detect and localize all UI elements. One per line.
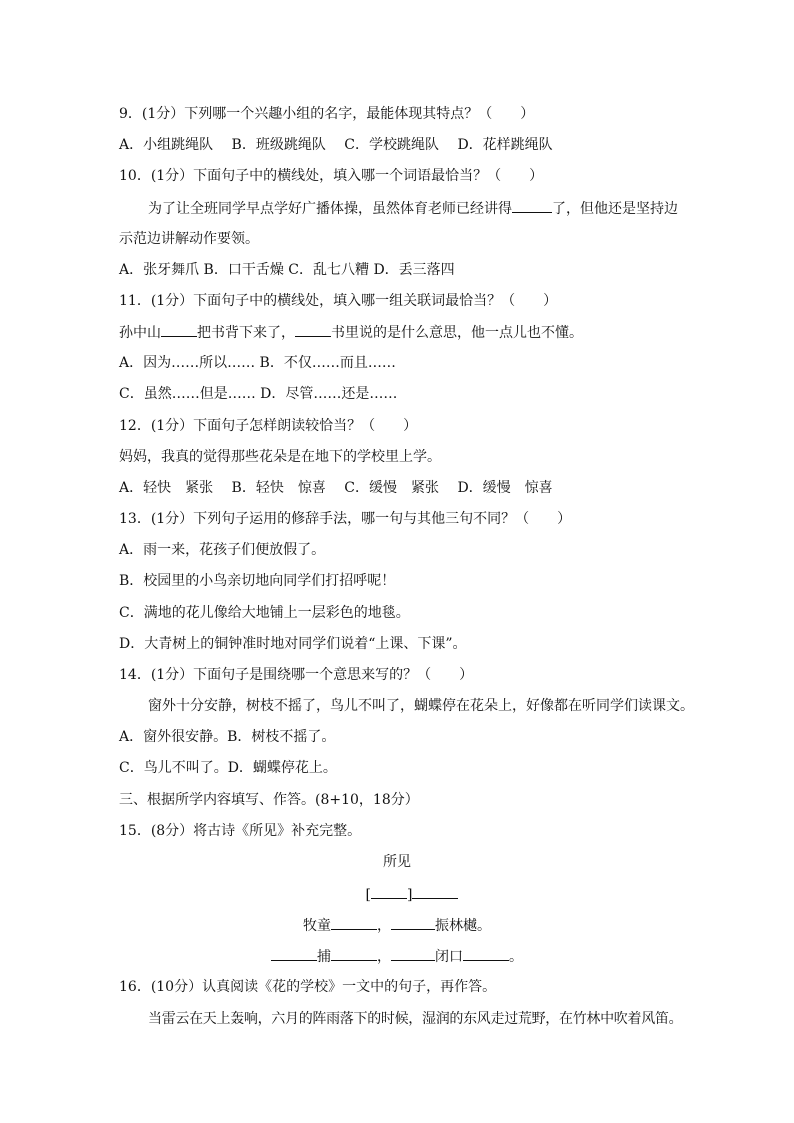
poem-line-2-blank-2: [331, 946, 377, 961]
q10-sentence-cont: 示范边讲解动作要领。: [119, 231, 259, 247]
q14-stem: 14．(1分）下面句子是围绕哪一个意思来写的？（ ）: [119, 667, 474, 683]
q11-stem: 11．(1分）下面句子中的横线处，填入哪一组关联词最恰当？（ ）: [119, 293, 558, 309]
q11-sentence-text-c: 书里说的是什么意思，他一点儿也不懂。: [331, 325, 583, 341]
author-bracket-close: ]: [407, 887, 413, 903]
poem-line-2-text-b: 闭口: [435, 949, 463, 965]
q10-sentence: [148, 198, 690, 219]
q10-sentence-text-a: 为了让全班同学早点学好广播体操，虽然体育老师已经讲得: [148, 201, 512, 217]
q10-options: A．张牙舞爪 B．口干舌燥 C．乱七八糟 D．丢三落四: [119, 262, 455, 278]
poem-line-2-blank-1: [271, 946, 317, 961]
q13-option-b: B．校园里的小鸟亲切地向同学们打招呼呢！: [119, 573, 396, 589]
poem-line-2-comma: ，: [377, 949, 391, 965]
poem-line-1-text-a: 牧童: [303, 918, 331, 934]
poem-author-blank: [412, 884, 458, 899]
q10-blank: [512, 198, 552, 213]
q11-blank-1: [161, 322, 197, 337]
poem-line-2: [0, 946, 794, 967]
q14-options-1: A．窗外很安静。B．树枝不摇了。: [119, 729, 336, 745]
q11-sentence-text-a: 孙中山: [119, 325, 161, 341]
q16-stem: 16．(10分）认真阅读《花的学校》一文中的句子，再作答。: [119, 979, 497, 995]
poem-author-line: [0, 884, 794, 905]
poem-line-1-comma: ，: [377, 918, 391, 934]
poem-line-2-text-a: 捕: [317, 949, 331, 965]
poem-dynasty-blank: [371, 884, 407, 899]
q14-options-2: C．鸟儿不叫了。D．蝴蝶停花上。: [119, 760, 337, 776]
q11-options-2: C．虽然……但是…… D．尽管……还是……: [119, 386, 398, 402]
q13-option-d: D．大青树上的铜钟准时地对同学们说着“上课、下课”。: [119, 636, 467, 652]
poem-line-2-blank-3: [391, 946, 435, 961]
poem-line-1-blank-1: [331, 915, 377, 930]
q12-sentence: 妈妈，我真的觉得那些花朵是在地下的学校里上学。: [119, 449, 441, 465]
q13-stem: 13．(1分）下列句子运用的修辞手法，哪一句与其他三句不同？（ ）: [119, 511, 572, 527]
poem-line-1: [0, 915, 794, 936]
poem-line-2-period: 。: [509, 949, 523, 965]
q14-sentence: 窗外十分安静，树枝不摇了，鸟儿不叫了，蝴蝶停在花朵上，好像都在听同学们读课文。: [148, 698, 694, 714]
q11-options-1: A．因为……所以…… B．不仅……而且……: [119, 355, 396, 371]
q10-stem: 10．(1分）下面句子中的横线处，填入哪一个词语最恰当？（ ）: [119, 168, 544, 184]
q9-options: A．小组跳绳队 B．班级跳绳队 C．学校跳绳队 D．花样跳绳队: [119, 137, 553, 153]
q10-sentence-text-b: 了，但他还是坚持边: [552, 201, 678, 217]
poem-line-2-blank-4: [463, 946, 509, 961]
q15-stem: 15．(8分）将古诗《所见》补充完整。: [119, 823, 362, 839]
q11-sentence-text-b: 把书背下来了，: [197, 325, 295, 341]
q11-sentence: [119, 322, 690, 343]
poem-line-1-text-b: 振林樾。: [435, 918, 491, 934]
q12-options: A．轻快 紧张 B．轻快 惊喜 C．缓慢 紧张 D．缓慢 惊喜: [119, 480, 553, 496]
poem-title: 所见: [383, 854, 411, 870]
author-bracket-open: [: [365, 887, 371, 903]
poem-line-1-blank-2: [391, 915, 435, 930]
q11-blank-2: [295, 322, 331, 337]
q16-sentence: 当雷云在天上轰响，六月的阵雨落下的时候，湿润的东风走过荒野，在竹林中吹着风笛。: [148, 1011, 683, 1027]
q13-option-c: C．满地的花儿像给大地铺上一层彩色的地毯。: [119, 605, 410, 621]
q13-option-a: A．雨一来，花孩子们便放假了。: [119, 542, 326, 558]
q12-stem: 12．(1分）下面句子怎样朗读较恰当？（ ）: [119, 418, 418, 434]
q9-stem: 9．(1分）下列哪一个兴趣小组的名字，最能体现其特点？（ ）: [119, 106, 535, 122]
section-3-heading: 三、根据所学内容填写、作答。(8+10，18分）: [119, 792, 419, 808]
